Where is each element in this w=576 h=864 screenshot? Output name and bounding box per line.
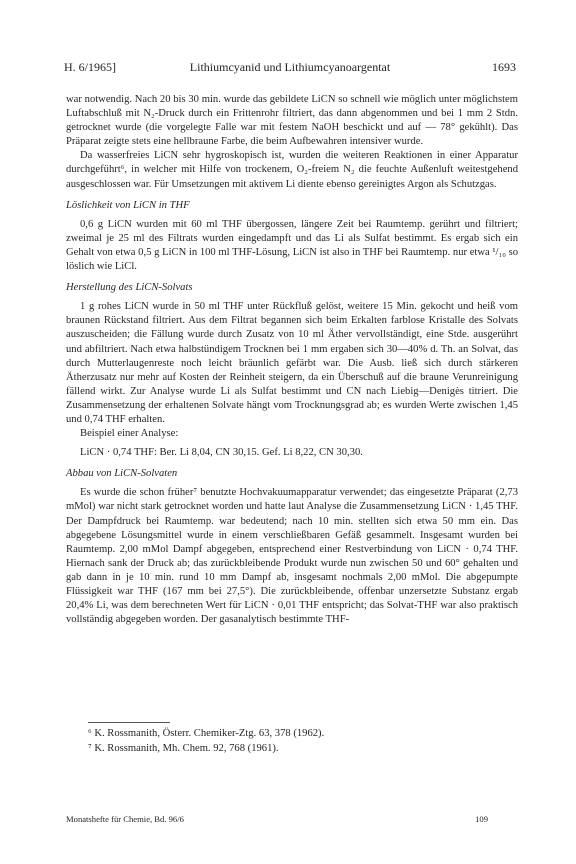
- paragraph: Beispiel einer Analyse:: [80, 428, 179, 440]
- page-number: 1693: [492, 60, 516, 74]
- journal-issue: H. 6/1965]: [64, 60, 116, 74]
- footnote: ⁶ K. Rossmanith, Österr. Chemiker-Ztg. 63, 378 (1962).: [88, 728, 325, 739]
- journal-volume: Monatshefte für Chemie, Bd. 96/6: [66, 814, 184, 824]
- section-heading: Herstellung des LiCN-Solvats: [66, 282, 193, 294]
- paragraph: Es wurde die schon früher⁷ benutzte Hochvakuumapparatur verwendet; das eingesetzte Präparat (2,73 mMol) war nicht stark getrocknet worden und hatte laut Analyse die Zusammensetzung LiCN · 1,45 THF. Der Dampfdruck bei Raumtemp. war bedeutend; nach 10 min. stellten sich etwa 50 mm ein. Das abgegebene Lösungsmittel wurde in einem verschließbaren Gefäß gesammelt. Insgesamt wurden bei Raumtemp. 2,00 mMol Dampf abgegeben, entsprechend einer Restverbindung von LiCN · 0,74 THF. Hiernach sank der Druck ab; das zurückbleibende Produkt wurde nun zwischen 50 und 60° gehalten und gab dann in je 10 min. rund 10 mm Dampf ab, insgesamt nochmals 2,00 mMol. Die abgepumpte Flüssigkeit war THF (167 mm bei 27,5°). Die zurückbleibende, offenbar unzersetzte Substanz ergab 20,4% Li, was dem berechneten Wert für LiCN · 0,01 THF entspricht; das Solvat-THF war also praktisch vollständig abgegeben worden. Der gasanalytisch bestimmte THF-: [66, 487, 518, 626]
- running-title: Lithiumcyanid und Lithiumcyanoargentat: [189, 60, 391, 74]
- section-heading: Löslichkeit von LiCN in THF: [66, 199, 190, 211]
- paragraph: Da wasserfreies LiCN sehr hygroskopisch ist, wurden die weiteren Reaktionen in einer Apparatur durchgeführt⁶, in welcher mit Hilfe von trockenem, O₂-freiem N₂ die feuchte Außenluft weitestgehend ausgeschlossen war. Für Umsetzungen mit aktivem Li diente ebenso gereinigtes Argon als Schutzgas.: [66, 150, 518, 190]
- footnote: ⁷ K. Rossmanith, Mh. Chem. 92, 768 (1961).: [88, 743, 279, 754]
- paragraph: war notwendig. Nach 20 bis 30 min. wurde das gebildete LiCN so schnell wie möglich unter möglichstem Luftabschluß mit N₂-Druck durch ein Frittenrohr filtriert, das dann abgenommen und bei 1 mm 2 Stdn. getrocknet wurde (die vorgelegte Falle war mit festem NaOH beschickt und auf — 78° gekühlt). Das Präparat zeigte stets eine hellbraune Farbe, die beim Aufbewahren intensiver wurde.: [66, 94, 518, 148]
- signature-number: 109: [475, 814, 488, 824]
- paragraph: 1 g rohes LiCN wurde in 50 ml THF unter Rückfluß gelöst, weitere 15 Min. gekocht und heiß vom braunen Rückstand filtriert. Aus dem Filtrat begannen sich beim Erkalten farblose Kristalle des Solvats auszuscheiden; die Fällung wurde durch Zusatz von 10 ml Äther vervollständigt, eine Stde. ausgerührt und abfiltriert. Nach etwa halbstündigem Trocknen bei 1 mm ergaben sich 30—40% d. Th. an Solvat, das durch Mutterlaugenreste noch leicht bräunlich gefärbt war. Die Ausb. ließ sich durch stärkeren Ätherzusatz nur mehr auf Kosten der Reinheit steigern, da ein Überschuß auf die braune Verunreinigung fällend wirkt. Zur Analyse wurde Li als Sulfat bestimmt und CN nach Liebig—Denigès titriert. Die Zusammensetzung der erhaltenen Solvate hängt vom Trocknungsgrad ab; es wurden Werte zwischen 1,45 und 0,74 THF erhalten.: [66, 301, 518, 425]
- section-heading: Abbau von LiCN-Solvaten: [66, 468, 178, 480]
- analysis-formula: LiCN · 0,74 THF: Ber. Li 8,04, CN 30,15. Gef. Li 8,22, CN 30,30.: [80, 447, 363, 459]
- paragraph: 0,6 g LiCN wurden mit 60 ml THF übergossen, längere Zeit bei Raumtemp. gerührt und filtriert; zweimal je 25 ml des Filtrats wurden eingedampft und das Li als Sulfat bestimmt. Es ergab sich ein Gehalt von etwa 0,5 g LiCN in 100 ml THF-Lösung, LiCN ist also in THF bei Raumtemp. nur etwa ¹/₁₀ so löslich wie LiCl.: [66, 218, 518, 273]
- footnote-rule: [88, 722, 170, 723]
- body-text: [66, 93, 518, 627]
